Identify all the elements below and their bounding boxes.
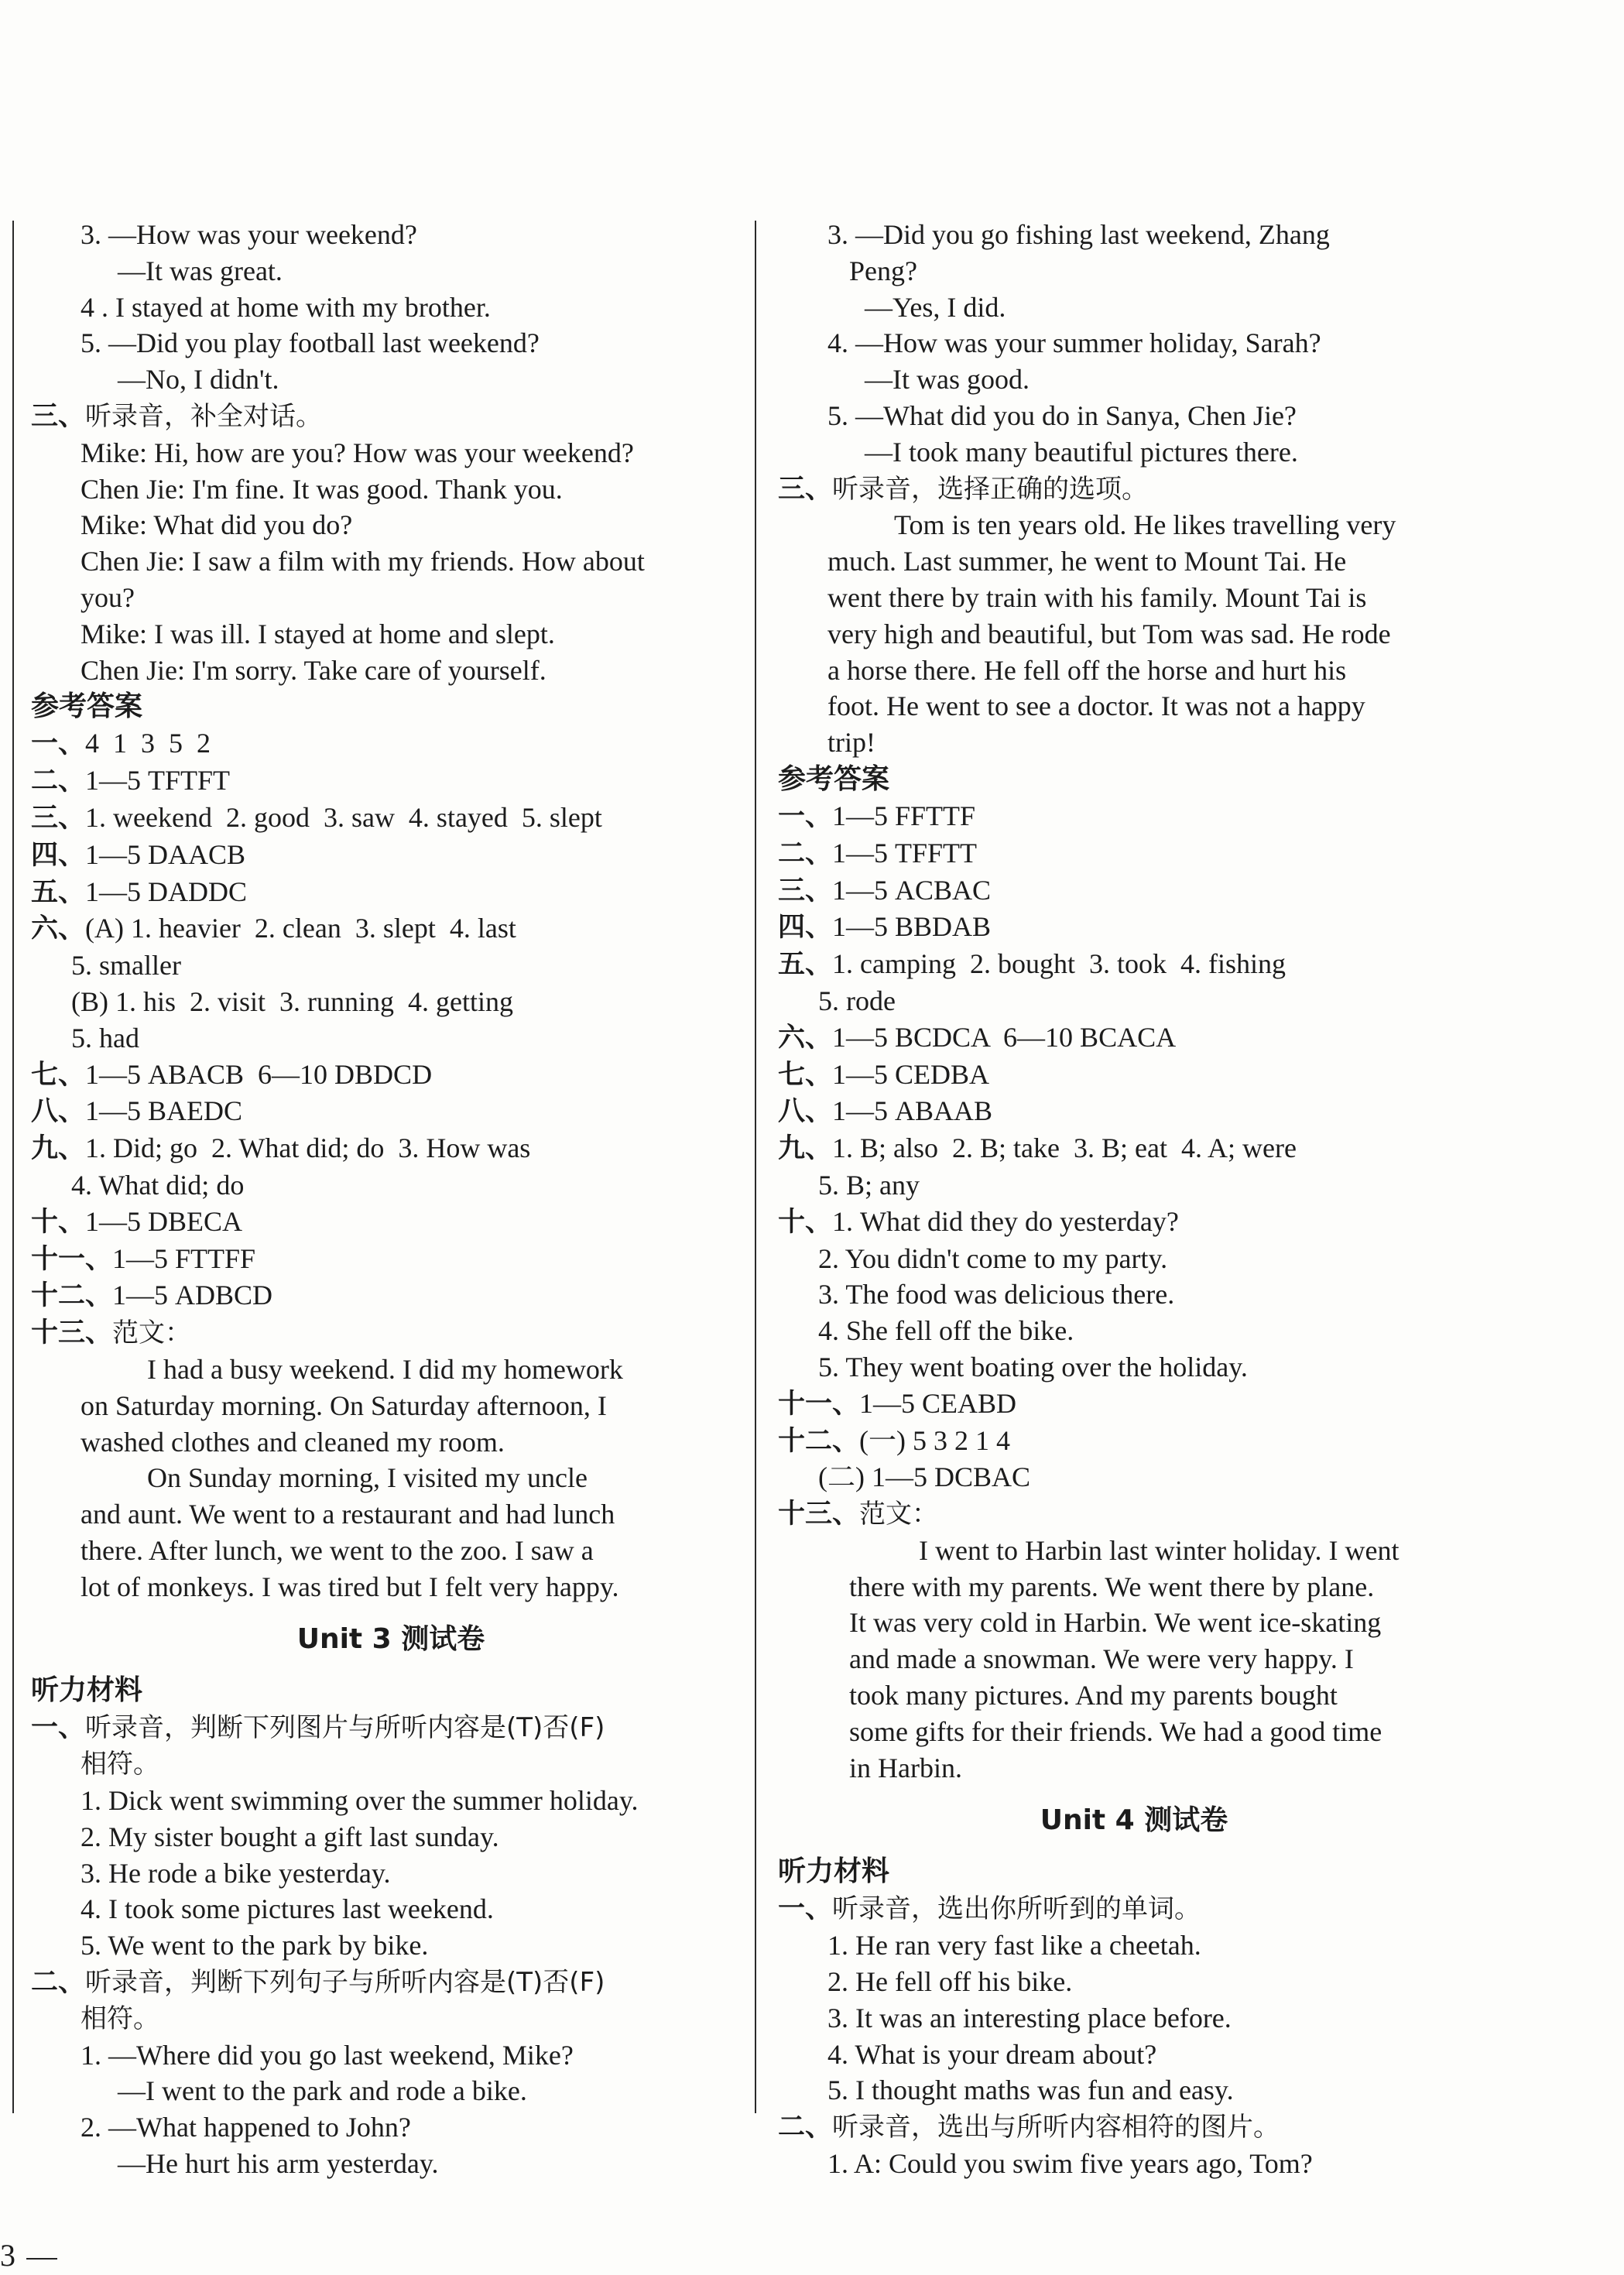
listening-item: 5. We went to the park by bike. <box>81 1930 429 1962</box>
essay-line: on Saturday morning. On Saturday afternoon, I <box>81 1389 607 1421</box>
listening-item: —He hurt his arm yesterday. <box>118 2148 439 2180</box>
answer-text: 5. rode <box>818 985 896 1016</box>
answer-list <box>778 798 1490 1533</box>
essay-line: there with my parents. We went there by plane. <box>849 1571 1375 1602</box>
answer-number: 二、 <box>778 838 833 869</box>
left-column <box>31 217 751 2182</box>
line: —It was good. <box>865 364 1030 396</box>
answer-row <box>778 1313 1490 1349</box>
answer-row <box>778 909 1490 946</box>
answer-number: 十二、 <box>778 1425 860 1457</box>
answer-row <box>31 762 751 800</box>
question-number: 三、 <box>31 400 86 432</box>
answer-text: (A) 1. heavier 2. clean 3. slept 4. last <box>85 913 516 944</box>
answer-number: 一、 <box>778 800 833 832</box>
answer-text: 1—5 ABACB 6—10 DBDCD <box>85 1058 433 1090</box>
answer-text: 1—5 CEABD <box>859 1387 1017 1419</box>
listening-item: 2. He fell off his bike. <box>827 1966 1073 1998</box>
dialog-line: Chen Jie: I'm sorry. Take care of yourself. <box>81 654 546 686</box>
answer-text: 1—5 BCDCA 6—10 BCACA <box>832 1021 1177 1053</box>
line: —I took many beautiful pictures there. <box>865 436 1298 468</box>
listening-item: 4. I took some pictures last weekend. <box>81 1893 494 1925</box>
unit-title: Unit 4 测试卷 <box>1040 1804 1228 1837</box>
answer-text: 3. The food was delicious there. <box>818 1279 1175 1311</box>
passage-line: went there by train with his family. Mount Tai is <box>827 581 1367 613</box>
answer-row <box>778 1241 1490 1277</box>
answer-number: 十一、 <box>778 1388 860 1420</box>
answer-number: 四、 <box>31 839 86 871</box>
answer-text: 4. What did; do <box>71 1169 245 1201</box>
question-instruction: 听录音，选出你所听到的单词。 <box>832 1893 1201 1925</box>
answer-row <box>778 1423 1490 1460</box>
unit-title: Unit 3 测试卷 <box>296 1623 485 1656</box>
passage-line: foot. He went to see a doctor. It was not a happy <box>827 690 1365 722</box>
answer-text: 1—5 TFTFT <box>85 765 231 797</box>
listening-title: 听力材料 <box>778 1855 890 1888</box>
answer-number: 十、 <box>31 1206 86 1238</box>
answer-number: 八、 <box>778 1096 833 1128</box>
essay-line: there. After lunch, we went to the zoo. I saw a <box>81 1534 594 1566</box>
essay-line: I had a busy weekend. I did my homework <box>147 1353 623 1385</box>
question-number: 二、 <box>31 1967 86 1999</box>
answer-row <box>31 1093 751 1130</box>
listening-item: 5. I thought maths was fun and easy. <box>827 2075 1234 2106</box>
passage-line: much. Last summer, he went to Mount Tai. He <box>827 546 1347 577</box>
answer-number: 三、 <box>778 875 833 906</box>
line: 3. —How was your weekend? <box>81 219 417 250</box>
question-heading <box>31 398 751 435</box>
listening-item: 2. —What happened to John? <box>81 2112 411 2143</box>
question-heading <box>31 1709 751 1746</box>
answer-number: 六、 <box>31 913 86 945</box>
listening-item: 1. Dick went swimming over the summer holiday. <box>81 1785 639 1817</box>
answer-row <box>778 1130 1490 1167</box>
answer-text: 5. They went boating over the holiday. <box>818 1351 1248 1382</box>
answer-row <box>778 1019 1490 1057</box>
question-instruction: 听录音，补全对话。 <box>85 400 323 432</box>
page-number-dash <box>26 2258 57 2260</box>
answer-row <box>778 1204 1490 1241</box>
answer-row <box>778 872 1490 910</box>
listening-title: 听力材料 <box>31 1674 143 1707</box>
passage-line: Tom is ten years old. He likes travelling very <box>894 509 1396 541</box>
line: —No, I didn't. <box>118 364 279 396</box>
answer-row <box>778 946 1490 983</box>
answer-number: 十一、 <box>31 1243 113 1275</box>
essay-line: and aunt. We went to a restaurant and had lunch <box>81 1499 615 1530</box>
passage-line: very high and beautiful, but Tom was sad. He rode <box>827 618 1391 649</box>
answer-number: 八、 <box>31 1096 86 1128</box>
answer-row <box>778 1276 1490 1313</box>
passage-line: a horse there. He fell off the horse and hurt his <box>827 654 1347 686</box>
answer-number: 七、 <box>778 1059 833 1091</box>
question-heading <box>31 1964 751 2001</box>
answer-row <box>31 725 751 762</box>
answer-number: 十、 <box>778 1206 833 1238</box>
answer-text: 4 1 3 5 2 <box>85 728 211 759</box>
question-instruction-cont: 相符。 <box>81 1749 159 1780</box>
answer-text: 1. B; also 2. B; take 3. B; eat 4. A; were <box>832 1132 1297 1164</box>
answer-row <box>778 1167 1490 1204</box>
essay-line: some gifts for their friends. We had a good time <box>849 1715 1382 1747</box>
answer-text: 1—5 BAEDC <box>85 1095 243 1127</box>
answer-row <box>778 983 1490 1019</box>
answer-row <box>31 1204 751 1241</box>
answer-row <box>778 1093 1490 1130</box>
dialog-line: Mike: What did you do? <box>81 509 353 541</box>
left-margin-rule <box>12 221 14 2113</box>
answer-text: 1—5 ACBAC <box>832 874 992 906</box>
question-instruction: 听录音，判断下列图片与所听内容是(T)否(F) <box>85 1712 605 1744</box>
answer-text: 5. B; any <box>818 1169 920 1201</box>
answer-row <box>31 800 751 837</box>
answer-text: (B) 1. his 2. visit 3. running 4. getting <box>71 985 513 1017</box>
line: 4 . I stayed at home with my brother. <box>81 291 491 323</box>
answer-text: 1—5 DADDC <box>85 875 248 907</box>
question-number: 一、 <box>778 1893 833 1925</box>
answer-text: 1—5 BBDAB <box>832 911 992 943</box>
essay-line: washed clothes and cleaned my room. <box>81 1426 505 1458</box>
essay-line: I went to Harbin last winter holiday. I went <box>919 1534 1400 1566</box>
question-instruction: 听录音，判断下列句子与所听内容是(T)否(F) <box>85 1967 605 1999</box>
answer-text: 范文： <box>859 1499 939 1530</box>
answer-number: 九、 <box>31 1133 86 1165</box>
answers-title: 参考答案 <box>778 762 890 795</box>
dialog-line: Mike: Hi, how are you? How was your weekend? <box>81 437 634 468</box>
answer-text: 1. camping 2. bought 3. took 4. fishing <box>832 948 1286 980</box>
essay-line: and made a snowman. We were very happy. I <box>849 1643 1354 1675</box>
dialog-line: Mike: I was ill. I stayed at home and slept. <box>81 618 555 649</box>
listening-item: 1. A: Could you swim five years ago, Tom? <box>827 2148 1313 2180</box>
answer-row <box>778 1459 1490 1496</box>
answer-text: 1. weekend 2. good 3. saw 4. stayed 5. slept <box>85 801 602 833</box>
answer-row <box>778 1496 1490 1533</box>
page-number <box>0 2237 57 2273</box>
answer-number: 一、 <box>31 728 86 760</box>
answer-row <box>31 1314 751 1352</box>
right-column <box>778 217 1490 2182</box>
answer-text: 1—5 ADBCD <box>112 1280 273 1311</box>
dialog-line: Chen Jie: I saw a film with my friends. How about <box>81 546 645 577</box>
column-divider <box>755 221 756 2113</box>
answer-number: 十三、 <box>778 1499 860 1530</box>
answer-row <box>31 1167 751 1204</box>
question-heading <box>778 471 1490 508</box>
answer-row <box>778 798 1490 835</box>
listening-item: 3. It was an interesting place before. <box>827 2002 1232 2033</box>
line: 5. —What did you do in Sanya, Chen Jie? <box>827 399 1297 431</box>
answer-row <box>778 1057 1490 1094</box>
line: —Yes, I did. <box>865 291 1006 323</box>
dialog-line: Chen Jie: I'm fine. It was good. Thank you. <box>81 473 563 505</box>
answer-row <box>31 1057 751 1094</box>
answer-text: 1—5 ABAAB <box>832 1095 993 1127</box>
answer-number: 三、 <box>31 802 86 834</box>
answer-row <box>31 837 751 874</box>
answer-text: (一) 5 3 2 1 4 <box>859 1424 1010 1456</box>
answer-text: 1—5 CEDBA <box>832 1058 990 1090</box>
answer-row <box>31 947 751 984</box>
answer-text: 4. She fell off the bike. <box>818 1315 1074 1347</box>
page-number-text: 3 <box>0 2238 15 2273</box>
essay-line: took many pictures. And my parents bought <box>849 1680 1338 1711</box>
line: 4. —How was your summer holiday, Sarah? <box>827 327 1321 359</box>
essay-line: in Harbin. <box>849 1752 962 1783</box>
essay-line: On Sunday morning, I visited my uncle <box>147 1462 588 1494</box>
answer-text: 1. Did; go 2. What did; do 3. How was <box>85 1132 531 1164</box>
answer-text: 1—5 DAACB <box>85 838 246 870</box>
answers-title: 参考答案 <box>31 690 143 723</box>
answer-row <box>31 874 751 911</box>
answer-number: 七、 <box>31 1059 86 1091</box>
answer-row <box>778 1386 1490 1423</box>
answer-text: 范文： <box>112 1317 192 1349</box>
question-number: 二、 <box>778 2112 833 2143</box>
answer-text: 2. You didn't come to my party. <box>818 1242 1168 1274</box>
question-heading <box>778 1890 1490 1927</box>
answer-row <box>31 1130 751 1167</box>
question-heading <box>778 2109 1490 2146</box>
answer-row <box>31 1277 751 1314</box>
listening-item: 1. —Where did you go last weekend, Mike? <box>81 2039 574 2071</box>
answer-number: 六、 <box>778 1022 833 1054</box>
question-instruction-cont: 相符。 <box>81 2003 159 2034</box>
listening-item: —I went to the park and rode a bike. <box>118 2075 527 2107</box>
answer-number: 二、 <box>31 766 86 797</box>
answer-text: 1—5 DBECA <box>85 1205 243 1237</box>
line: —It was great. <box>118 255 283 286</box>
listening-item: 2. My sister bought a gift last sunday. <box>81 1821 499 1852</box>
answer-text: 1. What did they do yesterday? <box>832 1205 1179 1237</box>
answer-number: 十三、 <box>31 1317 113 1349</box>
listening-item: 4. What is your dream about? <box>827 2038 1157 2070</box>
answer-text: (二) 1—5 DCBAC <box>818 1461 1031 1493</box>
answer-text: 5. had <box>71 1022 139 1054</box>
answer-text: 5. smaller <box>71 950 181 982</box>
answer-row <box>31 1020 751 1057</box>
line: Peng? <box>849 255 917 286</box>
dialog-line: you? <box>81 581 135 613</box>
answer-row <box>31 1241 751 1278</box>
question-number: 一、 <box>31 1712 86 1744</box>
answer-number: 九、 <box>778 1133 833 1165</box>
essay-line: lot of monkeys. I was tired but I felt very happy. <box>81 1571 619 1602</box>
question-number: 三、 <box>778 473 833 505</box>
answer-number: 四、 <box>778 912 833 944</box>
listening-item: 3. He rode a bike yesterday. <box>81 1857 391 1889</box>
line: 3. —Did you go fishing last weekend, Zhang <box>827 219 1330 250</box>
answer-text: 1—5 TFFTT <box>832 837 978 869</box>
listening-item: 1. He ran very fast like a cheetah. <box>827 1930 1201 1962</box>
answer-list <box>31 725 751 1352</box>
answer-text: 1—5 FTTFF <box>112 1242 256 1274</box>
essay-line: It was very cold in Harbin. We went ice-skating <box>849 1607 1382 1639</box>
answer-number: 五、 <box>778 949 833 981</box>
answer-text: 1—5 FFTTF <box>832 800 976 831</box>
answer-row <box>778 835 1490 872</box>
answer-row <box>31 984 751 1020</box>
question-instruction: 听录音，选择正确的选项。 <box>832 473 1149 505</box>
answer-row <box>778 1349 1490 1386</box>
answer-number: 五、 <box>31 876 86 908</box>
passage-line: trip! <box>827 727 875 759</box>
line: 5. —Did you play football last weekend? <box>81 327 540 359</box>
answer-number: 十二、 <box>31 1280 113 1312</box>
answer-row <box>31 910 751 947</box>
question-instruction: 听录音，选出与所听内容相符的图片。 <box>832 2112 1280 2143</box>
